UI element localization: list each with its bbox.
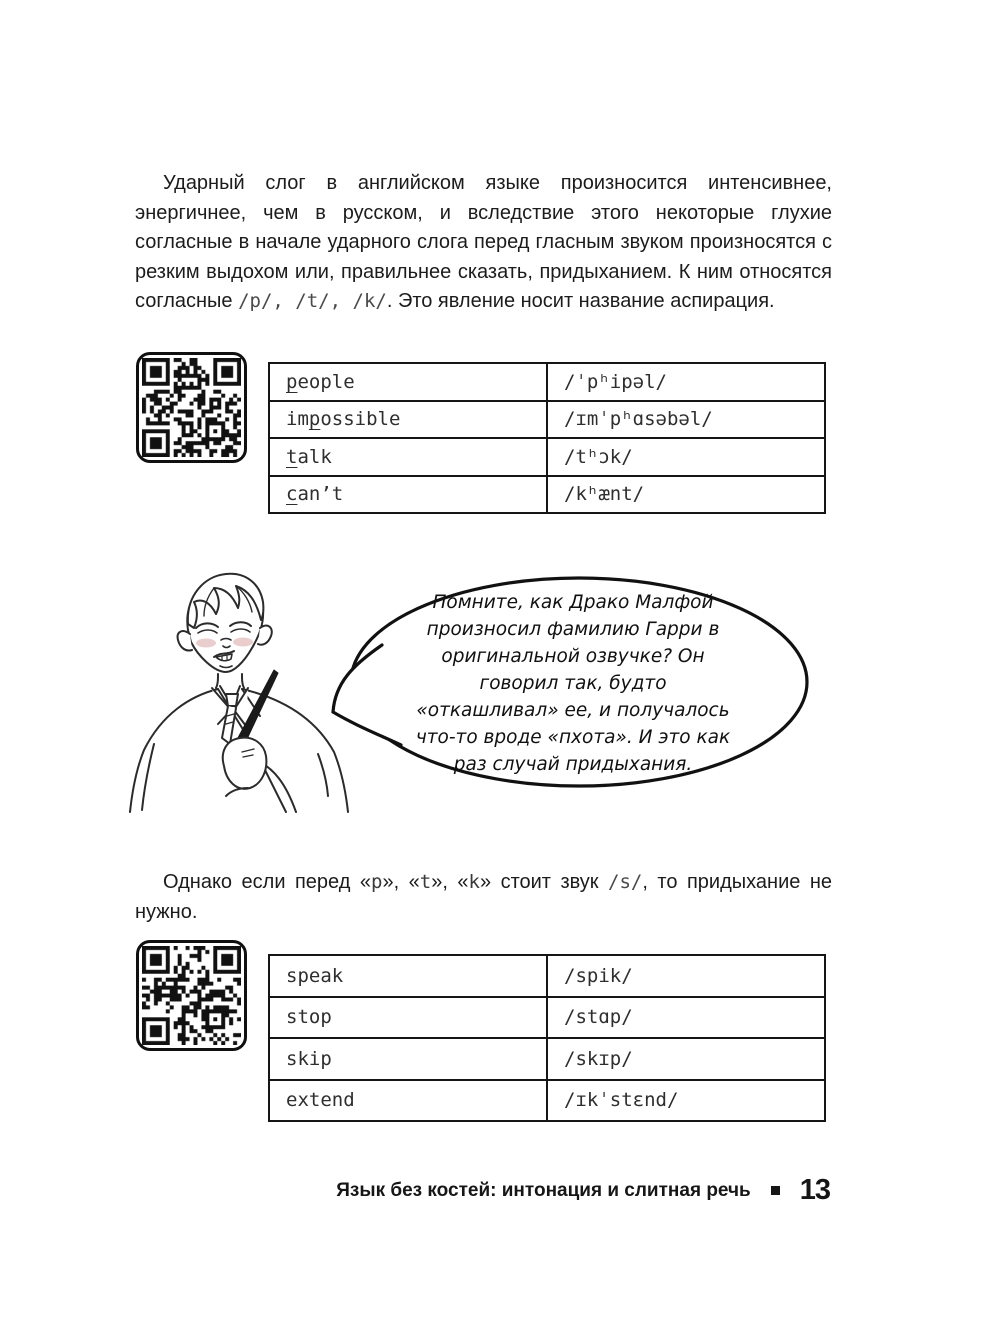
ipa-cell: /kʰænt/ (564, 483, 645, 506)
ipa-cell: /stɑp/ (564, 1006, 633, 1029)
ipa-cell: /ˈpʰipəl/ (564, 370, 667, 393)
paragraph-text: Однако если перед « (163, 871, 372, 893)
word-part: skip (286, 1047, 332, 1070)
underlined-letter: p (286, 370, 298, 393)
qr-code-icon (136, 940, 247, 1051)
paragraph-text: » стоит звук (479, 871, 609, 893)
qr-code-icon (136, 352, 247, 463)
inline-ipa-s: /s/ (608, 871, 643, 893)
ipa-cell: /skɪp/ (564, 1047, 633, 1070)
ipa-cell: /ɪkˈstɛnd/ (564, 1089, 679, 1112)
table-row (270, 477, 824, 513)
page-number: 13 (799, 1174, 830, 1206)
speech-bubble-text: Помните, как Драко Малфой произносил фамилию Гарри в оригинальной озвучке? Он говорил так, будто «откашливал» ее, и получалось что-то вроде «пхота». И это как раз случай придыхания. (415, 591, 731, 775)
ipa-cell: /ɪmˈpʰɑsəbəl/ (564, 408, 713, 431)
word-part: an’t (297, 483, 344, 506)
underlined-letter: t (286, 445, 298, 468)
pronunciation-table-aspirated (268, 362, 826, 514)
word-cell (270, 998, 548, 1038)
inline-ipa-ptk: /p/, /t/, /k/ (238, 290, 387, 312)
page-footer (336, 1174, 830, 1207)
paragraph-text: Ударный слог в английском языке произносится интенсивнее, энергичнее, чем в русском, и вследствие этого некоторые глухие согласные в начале ударного слога перед гласным звуком произносятся с резким выдохом или, правильнее сказать, придыханием. К ним относятся согласные (135, 172, 832, 312)
word-part: extend (286, 1089, 355, 1112)
word-part: ossible (320, 408, 401, 431)
qr-code-pattern (142, 946, 241, 1045)
word-part: speak (286, 964, 344, 987)
paragraph-aspiration-intro (135, 169, 832, 317)
chapter-title: Язык без костей: интонация и слитная речь (336, 1179, 751, 1201)
letter-t: t (419, 871, 432, 893)
word-part: im (286, 408, 309, 431)
paragraph-text: , то придыхание не нужно. (135, 871, 833, 923)
word-part: stop (286, 1006, 332, 1029)
word-cell (270, 439, 548, 475)
word-cell (270, 1081, 548, 1121)
word-part: eople (297, 370, 355, 393)
table-row (270, 402, 824, 440)
paragraph-text: », « (382, 871, 420, 893)
paragraph-text: », « (431, 871, 469, 893)
square-bullet-icon (771, 1186, 780, 1195)
table-row (270, 1081, 824, 1121)
paragraph-no-aspiration (135, 868, 832, 927)
word-cell (270, 364, 548, 400)
ipa-cell: /spik/ (564, 964, 633, 987)
table-row (270, 1039, 824, 1081)
pronunciation-table-no-aspiration (268, 954, 826, 1122)
table-row (270, 364, 824, 402)
speech-bubble (325, 573, 815, 795)
table-row (270, 439, 824, 477)
letter-k: k (468, 871, 480, 893)
paragraph-text: . Это явление носит название аспирация. (386, 290, 775, 312)
word-cell (270, 477, 548, 513)
letter-p: p (371, 871, 383, 893)
word-cell (270, 956, 548, 996)
word-cell (270, 402, 548, 438)
word-part: alk (297, 445, 332, 468)
underlined-letter: c (286, 483, 298, 506)
underlined-letter: p (308, 408, 321, 431)
table-row (270, 956, 824, 998)
word-cell (270, 1039, 548, 1079)
ipa-cell: /tʰɔk/ (564, 445, 633, 468)
qr-code-pattern (142, 358, 241, 457)
table-row (270, 998, 824, 1040)
